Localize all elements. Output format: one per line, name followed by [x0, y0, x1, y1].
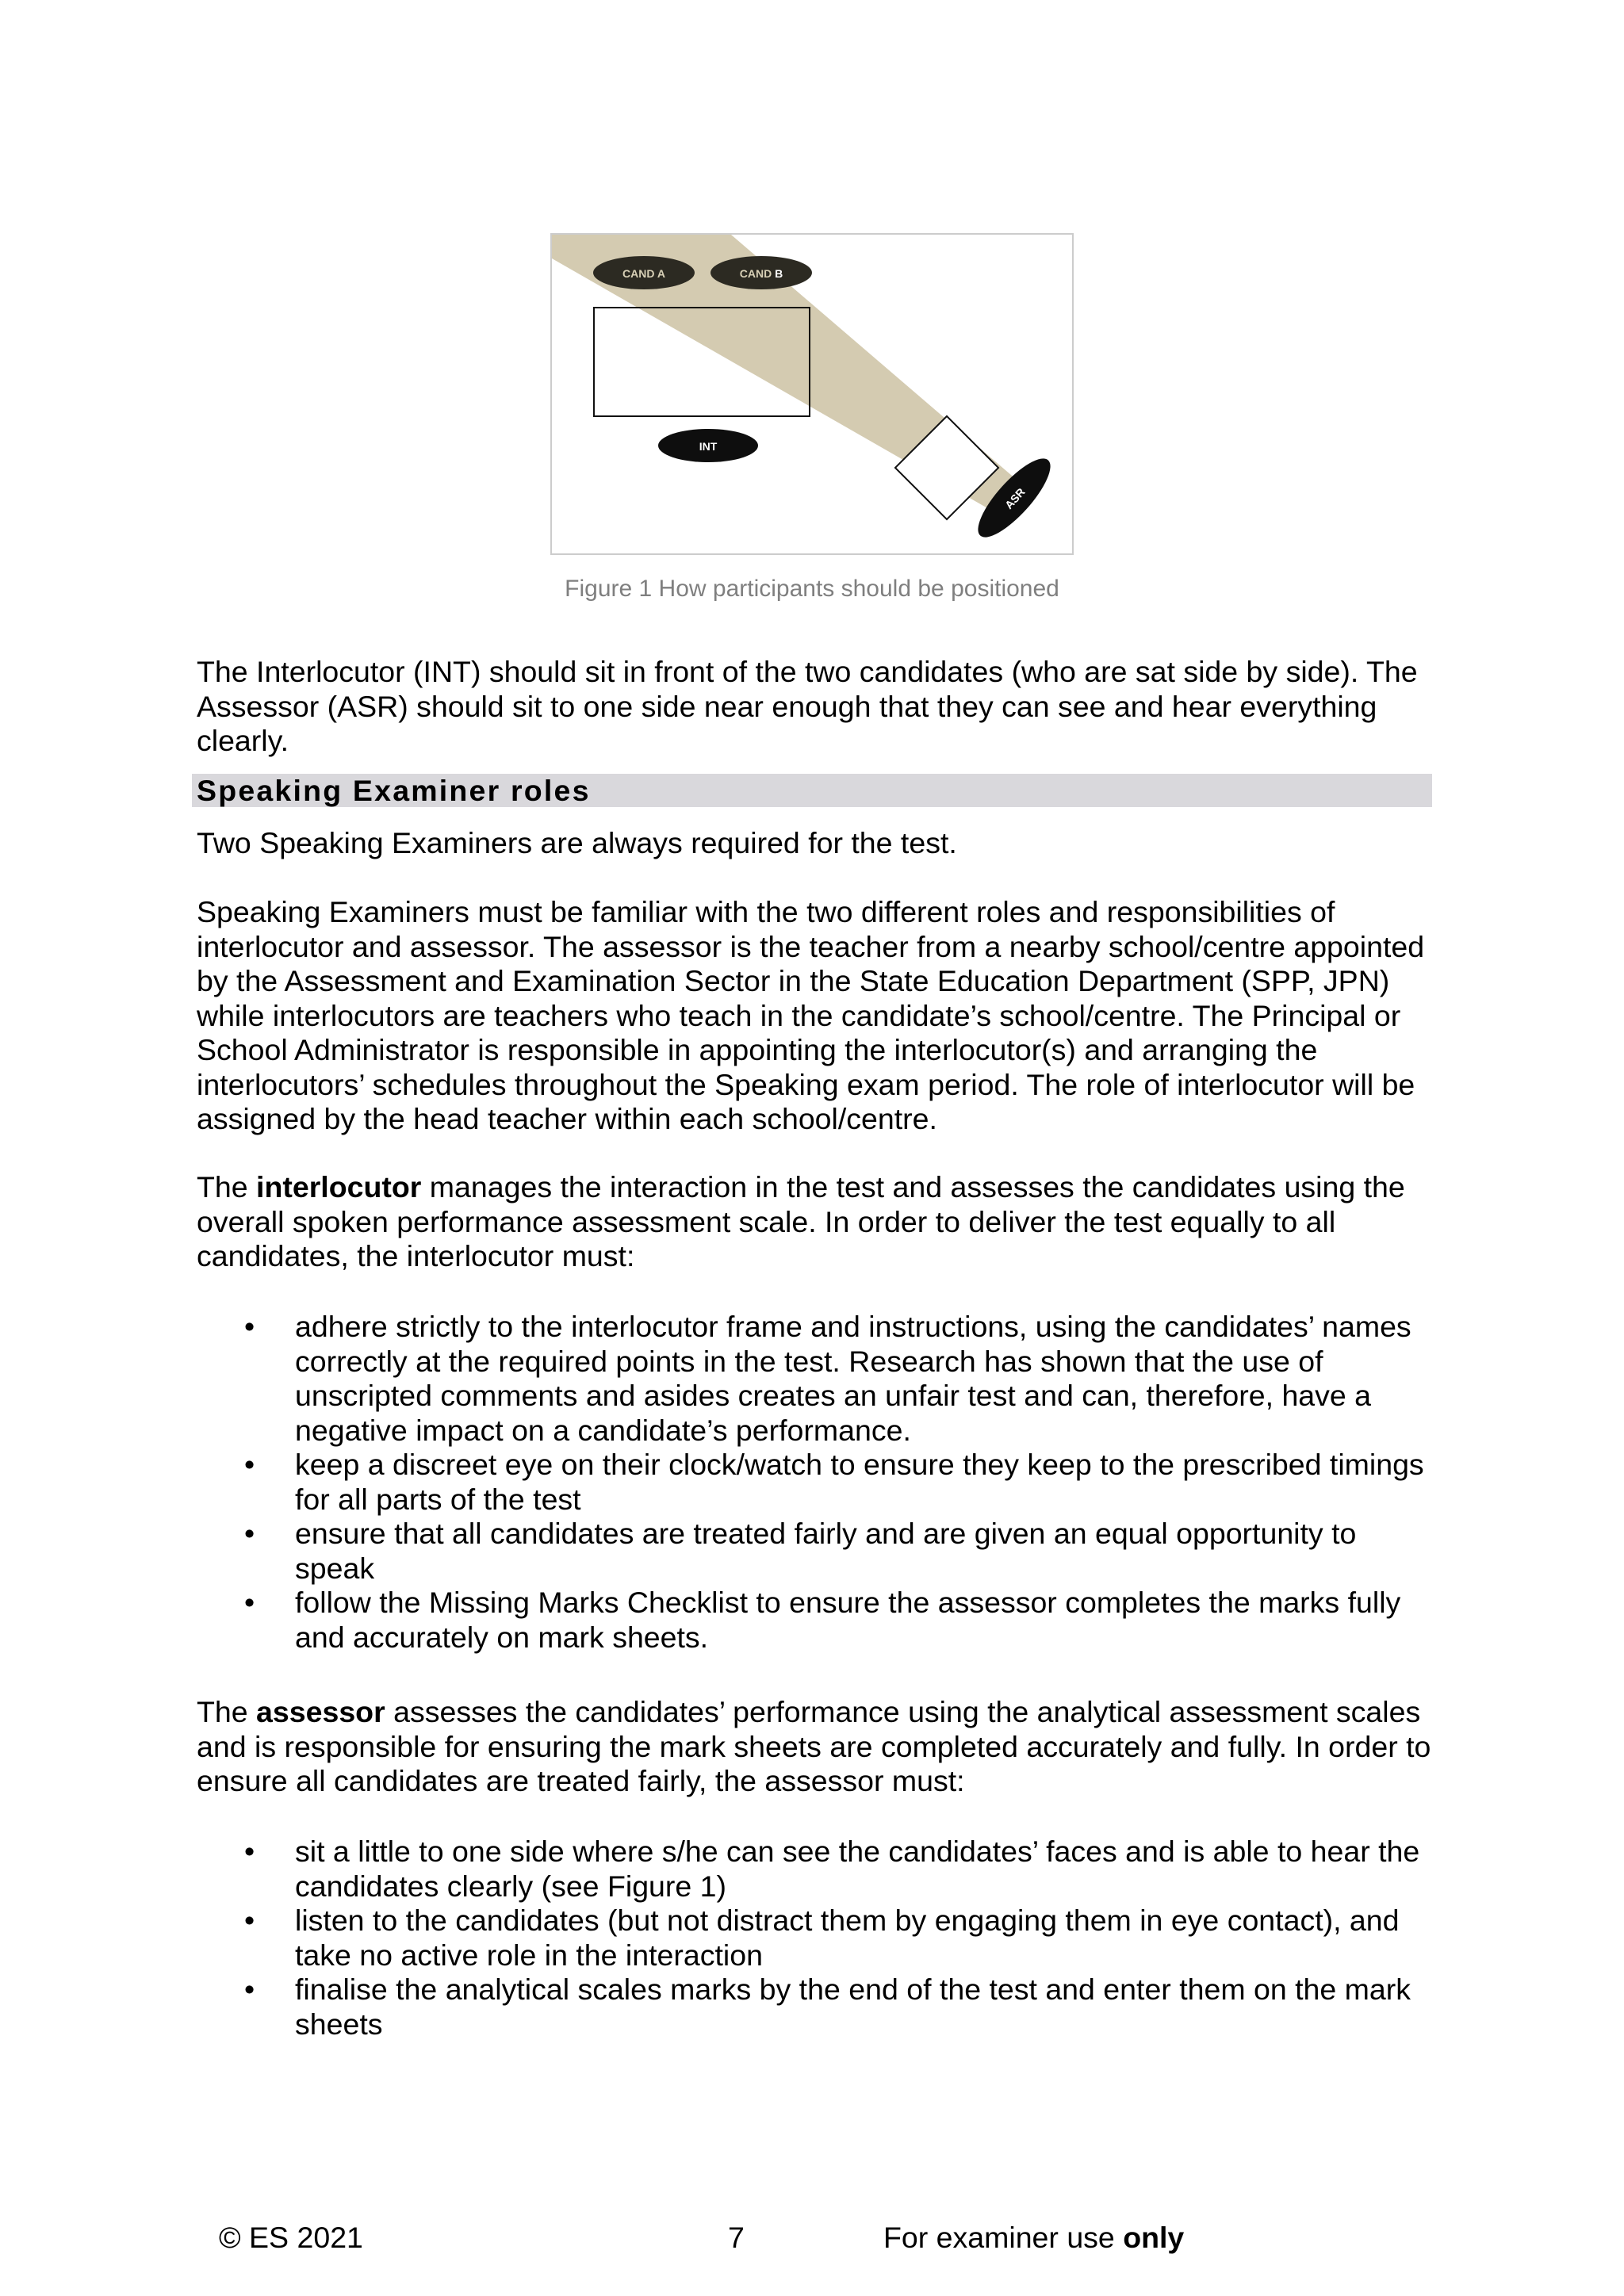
bullet-icon: • [244, 1517, 255, 1550]
bullet-icon: • [244, 1586, 255, 1619]
intro-paragraph-block [197, 655, 1434, 759]
interlocutor-bullet-list [197, 1310, 1434, 1655]
candidate-a-label: CAND A [622, 267, 665, 280]
assessor-term: assessor [256, 1695, 385, 1728]
candidate-b-prefix: CAND [739, 267, 776, 280]
interlocutor-term: interlocutor [256, 1170, 422, 1203]
roles-paragraph-block [197, 895, 1434, 1137]
candidate-b-letter: B [775, 267, 783, 280]
interlocutor-paragraph [197, 1170, 1434, 1274]
assessor-label: ASR [1002, 485, 1028, 512]
section-paragraph-1-block [197, 826, 1434, 861]
bullet-icon: • [244, 1904, 255, 1937]
section-heading: Speaking Examiner roles [197, 774, 591, 807]
bullet-icon: • [244, 1835, 255, 1868]
candidate-b-label [740, 267, 783, 280]
bullet-icon: • [244, 1310, 255, 1343]
table [594, 308, 810, 416]
list-item [197, 1448, 1434, 1517]
assessor-paragraph [197, 1695, 1434, 1799]
list-item-text: adhere strictly to the interlocutor frame and instructions, using the candidates’ names correctly at the required points in the test. Research has shown that the use of unscripted comments and asides creates an unfair test and can, therefore, have a negative impact on a candidate’s performance. [295, 1310, 1411, 1447]
footer-page-number: 7 [728, 2221, 745, 2254]
list-item-text: listen to the candidates (but not distract them by engaging them in eye contact), and take no active role in the interaction [295, 1904, 1400, 1972]
bullet-icon: • [244, 1973, 255, 2006]
list-item [197, 1835, 1434, 1904]
list-item [197, 1904, 1434, 1973]
roles-paragraph: Speaking Examiners must be familiar with the two different roles and responsibilities of interlocutor and assessor. The assessor is the teacher from a nearby school/centre appointed by the Assessment and Examination Sector in the State Education Department (SPP, JPN) while interlocutors are teachers who teach in the candidate’s school/centre. The Principal or School Administrator is responsible in appointing the interlocutor(s) and arranging the interlocutors’ schedules throughout the Speaking exam period. The role of interlocutor will be assigned by the head teacher within each school/centre. [197, 895, 1425, 1135]
footer-note-prefix: For examiner use [883, 2221, 1124, 2254]
interlocutor-rest: manages the interaction in the test and assesses the candidates using the overall spoken performance assessment scale. In order to deliver the test equally to all candidates, the interlocutor must: [197, 1170, 1405, 1272]
seating-diagram [550, 233, 1074, 555]
interlocutor-lead: The [197, 1170, 257, 1203]
assessor-bullet-list [197, 1835, 1434, 2042]
footer-note [883, 2220, 1184, 2255]
list-item-text: ensure that all candidates are treated fairly and are given an equal opportunity to speak [295, 1517, 1357, 1585]
seating-diagram-svg [550, 233, 1074, 555]
list-item-text: sit a little to one side where s/he can see the candidates’ faces and is able to hear the candidates clearly (see Figure 1) [295, 1835, 1420, 1903]
interlocutor-paragraph-block [197, 1170, 1434, 1274]
interlocutor-label: INT [699, 440, 718, 453]
list-item [197, 1517, 1434, 1586]
section-heading-bar [192, 774, 1432, 807]
assessor-rest: assesses the candidates’ performance using the analytical assessment scales and is responsible for ensuring the mark sheets are completed accurately and fully. In order to ensure all candidates are treated fairly, the assessor must: [197, 1695, 1431, 1797]
list-item [197, 1586, 1434, 1655]
assessor-paragraph-block [197, 1695, 1434, 1799]
list-item-text: keep a discreet eye on their clock/watch to ensure they keep to the prescribed timings for all parts of the test [295, 1448, 1424, 1516]
list-item [197, 1310, 1434, 1448]
list-item-text: follow the Missing Marks Checklist to ensure the assessor completes the marks fully and accurately on mark sheets. [295, 1586, 1401, 1654]
bullet-icon: • [244, 1448, 255, 1481]
intro-paragraph: The Interlocutor (INT) should sit in front of the two candidates (who are sat side by side). The Assessor (ASR) should sit to one side near enough that they can see and hear everything clearly. [197, 655, 1418, 757]
footer-note-emphasis: only [1123, 2221, 1185, 2254]
list-item-text: finalise the analytical scales marks by the end of the test and enter them on the mark sheets [295, 1973, 1411, 2041]
section-paragraph-1: Two Speaking Examiners are always required for the test. [197, 826, 957, 859]
list-item [197, 1973, 1434, 2042]
figure-caption: Figure 1 How participants should be positioned [565, 576, 1059, 602]
footer-copyright: © ES 2021 [219, 2221, 363, 2254]
assessor-lead: The [197, 1695, 257, 1728]
